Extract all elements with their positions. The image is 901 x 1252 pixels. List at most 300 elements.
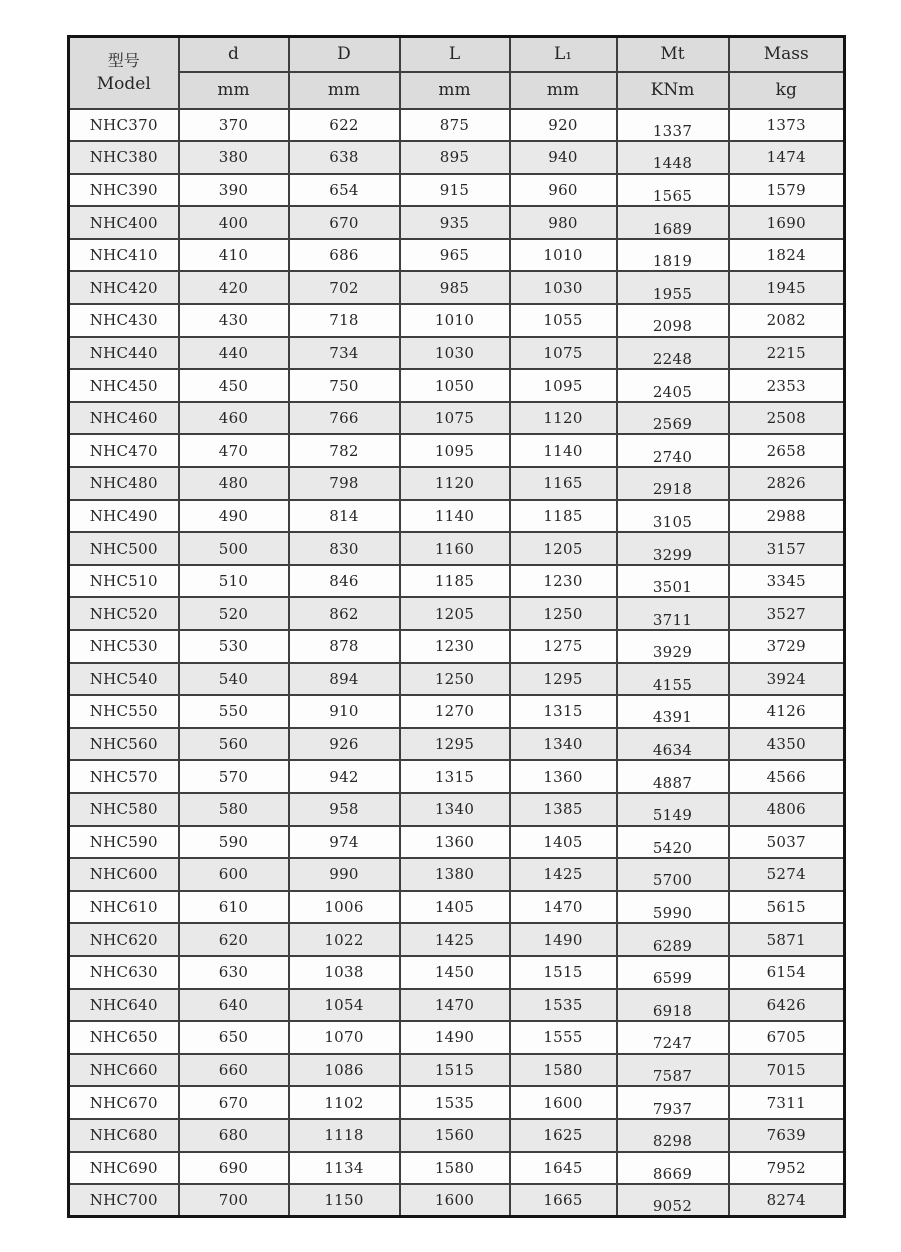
header-col-L: L	[400, 37, 510, 72]
cell-Mass	[729, 663, 845, 696]
cell-value: 420	[218, 278, 249, 297]
table-row	[69, 174, 845, 207]
cell-Mt	[617, 109, 729, 142]
cell-value: NHC700	[89, 1191, 158, 1210]
cell-Mt	[617, 923, 729, 956]
cell-Mass	[729, 369, 845, 402]
cell-D	[289, 695, 400, 728]
cell-value: 1315	[543, 702, 583, 721]
cell-value: 1385	[543, 800, 583, 819]
cell-value: 1120	[434, 474, 475, 493]
cell-model	[69, 728, 179, 761]
cell-Mt	[617, 1152, 729, 1185]
cell-L	[400, 760, 510, 793]
cell-L	[400, 467, 510, 500]
cell-value: 6154	[766, 963, 806, 982]
cell-Mt	[617, 1021, 729, 1054]
cell-d	[179, 337, 289, 370]
cell-value: 1086	[324, 1061, 364, 1080]
cell-value: 1055	[543, 311, 583, 330]
cell-value: 1295	[434, 735, 475, 754]
cell-value: 1689	[652, 219, 693, 238]
cell-value: 1054	[324, 995, 364, 1014]
cell-value: 5990	[652, 904, 693, 923]
cell-value: 460	[218, 409, 249, 428]
cell-d	[179, 1021, 289, 1054]
cell-value: 7639	[766, 1126, 806, 1145]
cell-L	[400, 532, 510, 565]
cell-value: 798	[329, 474, 359, 493]
cell-value: 1160	[434, 539, 475, 558]
cell-D	[289, 271, 400, 304]
cell-L1	[510, 826, 617, 859]
cell-value: NHC680	[89, 1126, 158, 1145]
table-row	[69, 760, 845, 793]
cell-value: 985	[439, 278, 470, 297]
cell-Mass	[729, 337, 845, 370]
cell-Mt	[617, 369, 729, 402]
cell-L1	[510, 434, 617, 467]
cell-value: 4806	[766, 800, 806, 819]
cell-D	[289, 304, 400, 337]
cell-value: 6705	[766, 1028, 806, 1047]
cell-value: NHC530	[89, 637, 158, 656]
cell-value: 1050	[434, 376, 475, 395]
cell-Mass	[729, 304, 845, 337]
cell-L1	[510, 597, 617, 630]
cell-value: 782	[329, 441, 359, 460]
cell-D	[289, 402, 400, 435]
cell-D	[289, 1119, 400, 1152]
cell-value: NHC580	[89, 800, 158, 819]
cell-value: NHC570	[89, 767, 158, 786]
cell-L1	[510, 1086, 617, 1119]
cell-L1	[510, 239, 617, 272]
cell-value: 1373	[766, 115, 806, 134]
header-unit-Mt: KNm	[617, 72, 729, 109]
cell-value: 878	[329, 637, 359, 656]
cell-L1	[510, 760, 617, 793]
cell-Mt	[617, 565, 729, 598]
cell-D	[289, 1054, 400, 1087]
cell-value: NHC500	[89, 539, 158, 558]
cell-model	[69, 109, 179, 142]
cell-L	[400, 304, 510, 337]
cell-value: NHC540	[89, 669, 158, 688]
table-row	[69, 1152, 845, 1185]
cell-value: 490	[218, 506, 249, 525]
cell-value: 3345	[766, 572, 806, 591]
cell-value: 2826	[766, 474, 806, 493]
cell-Mt	[617, 239, 729, 272]
cell-Mt	[617, 467, 729, 500]
header-col-D: D	[289, 37, 400, 72]
cell-value: 5420	[652, 838, 693, 857]
cell-L1	[510, 467, 617, 500]
cell-L1	[510, 1152, 617, 1185]
cell-L	[400, 402, 510, 435]
header-unit-D: mm	[289, 72, 400, 109]
cell-L	[400, 1184, 510, 1217]
cell-L	[400, 1119, 510, 1152]
cell-value: 3501	[652, 578, 693, 597]
table-row	[69, 858, 845, 891]
cell-L	[400, 989, 510, 1022]
cell-value: NHC410	[89, 246, 158, 265]
table-row	[69, 402, 845, 435]
cell-d	[179, 500, 289, 533]
cell-value: NHC660	[89, 1061, 158, 1080]
cell-model	[69, 1021, 179, 1054]
cell-d	[179, 1152, 289, 1185]
cell-value: 480	[218, 474, 249, 493]
cell-value: 830	[329, 539, 359, 558]
cell-value: 650	[218, 1028, 249, 1047]
cell-L	[400, 923, 510, 956]
cell-L	[400, 1054, 510, 1087]
cell-value: 686	[329, 246, 359, 265]
cell-value: 430	[218, 311, 249, 330]
cell-value: 1665	[543, 1191, 583, 1210]
cell-value: 1955	[652, 284, 693, 303]
table-row	[69, 728, 845, 761]
header-model-cn: 型号	[107, 51, 140, 71]
cell-value: 1140	[434, 506, 475, 525]
cell-value: 1022	[324, 930, 364, 949]
header-model	[69, 37, 179, 109]
cell-L	[400, 956, 510, 989]
cell-value: 1474	[766, 148, 806, 167]
cell-value: 2098	[652, 317, 693, 336]
table-row	[69, 793, 845, 826]
cell-L1	[510, 402, 617, 435]
cell-d	[179, 663, 289, 696]
table-row	[69, 532, 845, 565]
cell-D	[289, 858, 400, 891]
cell-Mass	[729, 109, 845, 142]
cell-D	[289, 760, 400, 793]
cell-D	[289, 239, 400, 272]
cell-L1	[510, 1119, 617, 1152]
cell-L	[400, 630, 510, 663]
cell-model	[69, 760, 179, 793]
cell-Mass	[729, 597, 845, 630]
cell-model	[69, 597, 179, 630]
cell-model	[69, 467, 179, 500]
cell-D	[289, 337, 400, 370]
cell-value: 1448	[652, 154, 693, 173]
cell-Mass	[729, 467, 845, 500]
cell-value: NHC450	[89, 376, 158, 395]
cell-value: NHC480	[89, 474, 158, 493]
cell-value: 1095	[543, 376, 583, 395]
cell-L1	[510, 174, 617, 207]
cell-D	[289, 1184, 400, 1217]
cell-value: 2918	[652, 480, 693, 499]
cell-Mt	[617, 532, 729, 565]
cell-d	[179, 369, 289, 402]
cell-value: 718	[329, 311, 359, 330]
cell-value: 1120	[543, 409, 583, 428]
cell-value: 400	[218, 213, 249, 232]
header-unit-L1: mm	[510, 72, 617, 109]
cell-L1	[510, 304, 617, 337]
cell-value: 410	[218, 246, 249, 265]
cell-value: 610	[218, 898, 249, 917]
cell-D	[289, 891, 400, 924]
cell-value: 1250	[543, 604, 583, 623]
cell-value: 5274	[766, 865, 806, 884]
cell-L	[400, 1021, 510, 1054]
cell-value: 940	[548, 148, 578, 167]
cell-L1	[510, 565, 617, 598]
cell-value: 370	[218, 115, 249, 134]
cell-value: 766	[329, 409, 359, 428]
cell-value: NHC490	[89, 506, 158, 525]
cell-D	[289, 630, 400, 663]
cell-value: NHC610	[89, 898, 158, 917]
cell-value: 1625	[543, 1126, 583, 1145]
cell-Mass	[729, 532, 845, 565]
cell-value: 8274	[766, 1191, 806, 1210]
cell-model	[69, 1119, 179, 1152]
table-row	[69, 206, 845, 239]
cell-L	[400, 239, 510, 272]
cell-Mass	[729, 174, 845, 207]
cell-L1	[510, 1021, 617, 1054]
cell-L1	[510, 206, 617, 239]
cell-d	[179, 858, 289, 891]
cell-Mt	[617, 174, 729, 207]
cell-value: NHC650	[89, 1028, 158, 1047]
cell-value: 1470	[434, 995, 475, 1014]
cell-model	[69, 206, 179, 239]
cell-value: 6918	[652, 1001, 693, 1020]
cell-value: 5149	[652, 806, 693, 825]
cell-Mt	[617, 760, 729, 793]
cell-Mt	[617, 891, 729, 924]
cell-D	[289, 532, 400, 565]
cell-value: 1030	[543, 278, 583, 297]
table-row	[69, 695, 845, 728]
cell-L	[400, 337, 510, 370]
cell-value: 942	[329, 767, 359, 786]
cell-D	[289, 793, 400, 826]
cell-Mass	[729, 695, 845, 728]
cell-value: 5871	[766, 930, 806, 949]
cell-value: NHC380	[89, 148, 158, 167]
cell-Mt	[617, 271, 729, 304]
cell-value: 1560	[434, 1126, 475, 1145]
cell-model	[69, 1086, 179, 1119]
header-model-en: Model	[96, 74, 151, 95]
cell-value: 990	[329, 865, 359, 884]
cell-Mt	[617, 695, 729, 728]
cell-value: 1010	[543, 246, 583, 265]
cell-value: 1580	[543, 1061, 583, 1080]
cell-Mass	[729, 206, 845, 239]
table-row	[69, 923, 845, 956]
cell-Mt	[617, 337, 729, 370]
cell-value: 470	[218, 441, 249, 460]
cell-value: 1450	[434, 963, 475, 982]
cell-value: 6289	[652, 936, 693, 955]
cell-D	[289, 434, 400, 467]
cell-L1	[510, 532, 617, 565]
cell-value: 8298	[652, 1132, 693, 1151]
cell-value: 1555	[543, 1028, 583, 1047]
cell-L1	[510, 500, 617, 533]
cell-value: 7015	[766, 1061, 806, 1080]
cell-d	[179, 760, 289, 793]
spec-table	[67, 35, 846, 1218]
cell-value: 1070	[324, 1028, 364, 1047]
header-col-d: d	[179, 37, 289, 72]
cell-model	[69, 141, 179, 174]
cell-value: 1690	[766, 213, 806, 232]
cell-model	[69, 1184, 179, 1217]
cell-value: 895	[439, 148, 470, 167]
cell-Mass	[729, 1086, 845, 1119]
cell-value: 600	[218, 865, 249, 884]
cell-value: 7952	[766, 1158, 806, 1177]
header-col-Mass: Mass	[729, 37, 845, 72]
table-row	[69, 1184, 845, 1217]
cell-L1	[510, 793, 617, 826]
cell-model	[69, 923, 179, 956]
cell-value: NHC550	[89, 702, 158, 721]
cell-L1	[510, 923, 617, 956]
cell-value: NHC440	[89, 343, 158, 362]
cell-L	[400, 206, 510, 239]
cell-value: 1824	[766, 246, 806, 265]
cell-value: 3924	[766, 669, 806, 688]
cell-value: 750	[329, 376, 359, 395]
cell-Mass	[729, 826, 845, 859]
cell-value: 2082	[766, 311, 806, 330]
cell-value: 4634	[652, 741, 693, 760]
cell-Mass	[729, 1021, 845, 1054]
table-body	[69, 109, 845, 1217]
table-row	[69, 597, 845, 630]
cell-value: NHC400	[89, 213, 158, 232]
table-row	[69, 565, 845, 598]
cell-Mt	[617, 402, 729, 435]
cell-value: NHC420	[89, 278, 158, 297]
cell-value: 1315	[434, 767, 475, 786]
cell-value: 1945	[766, 278, 806, 297]
cell-value: 1337	[652, 121, 693, 140]
cell-L1	[510, 989, 617, 1022]
cell-value: NHC370	[89, 115, 158, 134]
cell-value: 6599	[652, 969, 693, 988]
cell-Mt	[617, 1054, 729, 1087]
cell-value: 1425	[434, 930, 475, 949]
cell-d	[179, 532, 289, 565]
cell-L	[400, 434, 510, 467]
cell-value: 1185	[434, 572, 475, 591]
cell-L	[400, 271, 510, 304]
cell-d	[179, 956, 289, 989]
cell-d	[179, 565, 289, 598]
cell-value: 1579	[766, 180, 806, 199]
cell-value: NHC590	[89, 832, 158, 851]
cell-D	[289, 369, 400, 402]
cell-value: 702	[329, 278, 359, 297]
cell-Mt	[617, 663, 729, 696]
cell-L	[400, 663, 510, 696]
cell-value: 974	[329, 832, 359, 851]
cell-value: 500	[218, 539, 249, 558]
cell-value: 620	[218, 930, 249, 949]
cell-value: 920	[548, 115, 578, 134]
cell-Mass	[729, 728, 845, 761]
table-row	[69, 663, 845, 696]
cell-Mass	[729, 793, 845, 826]
cell-value: 1205	[434, 604, 475, 623]
cell-value: 3711	[652, 610, 693, 629]
cell-value: 1010	[434, 311, 475, 330]
cell-value: 1490	[543, 930, 583, 949]
cell-value: 1360	[543, 767, 583, 786]
cell-value: 3527	[766, 604, 806, 623]
cell-L	[400, 141, 510, 174]
cell-Mass	[729, 858, 845, 891]
cell-value: 510	[218, 572, 249, 591]
cell-value: 9052	[652, 1197, 693, 1216]
cell-value: 380	[218, 148, 249, 167]
cell-value: 390	[218, 180, 249, 199]
cell-value: 690	[218, 1158, 249, 1177]
cell-L1	[510, 956, 617, 989]
cell-value: 654	[329, 180, 359, 199]
cell-D	[289, 467, 400, 500]
cell-value: 915	[439, 180, 470, 199]
cell-value: 2248	[652, 349, 693, 368]
cell-value: 846	[329, 572, 359, 591]
cell-Mt	[617, 858, 729, 891]
header-unit-Mass: kg	[729, 72, 845, 109]
cell-model	[69, 793, 179, 826]
cell-L	[400, 565, 510, 598]
table-row	[69, 1119, 845, 1152]
table-row	[69, 467, 845, 500]
cell-value: 3157	[766, 539, 806, 558]
header-row-labels	[69, 37, 845, 72]
cell-Mt	[617, 141, 729, 174]
cell-Mt	[617, 793, 729, 826]
cell-value: 3729	[766, 637, 806, 656]
cell-value: 1165	[543, 474, 583, 493]
cell-d	[179, 141, 289, 174]
cell-L	[400, 369, 510, 402]
cell-model	[69, 174, 179, 207]
cell-Mass	[729, 989, 845, 1022]
cell-L1	[510, 858, 617, 891]
cell-d	[179, 304, 289, 337]
cell-Mass	[729, 630, 845, 663]
cell-value: 2658	[766, 441, 806, 460]
cell-value: 980	[548, 213, 578, 232]
cell-value: 1380	[434, 865, 475, 884]
cell-d	[179, 206, 289, 239]
cell-value: 1250	[434, 669, 475, 688]
cell-L1	[510, 1054, 617, 1087]
cell-Mass	[729, 891, 845, 924]
header-unit-L: mm	[400, 72, 510, 109]
cell-L	[400, 597, 510, 630]
cell-L	[400, 109, 510, 142]
